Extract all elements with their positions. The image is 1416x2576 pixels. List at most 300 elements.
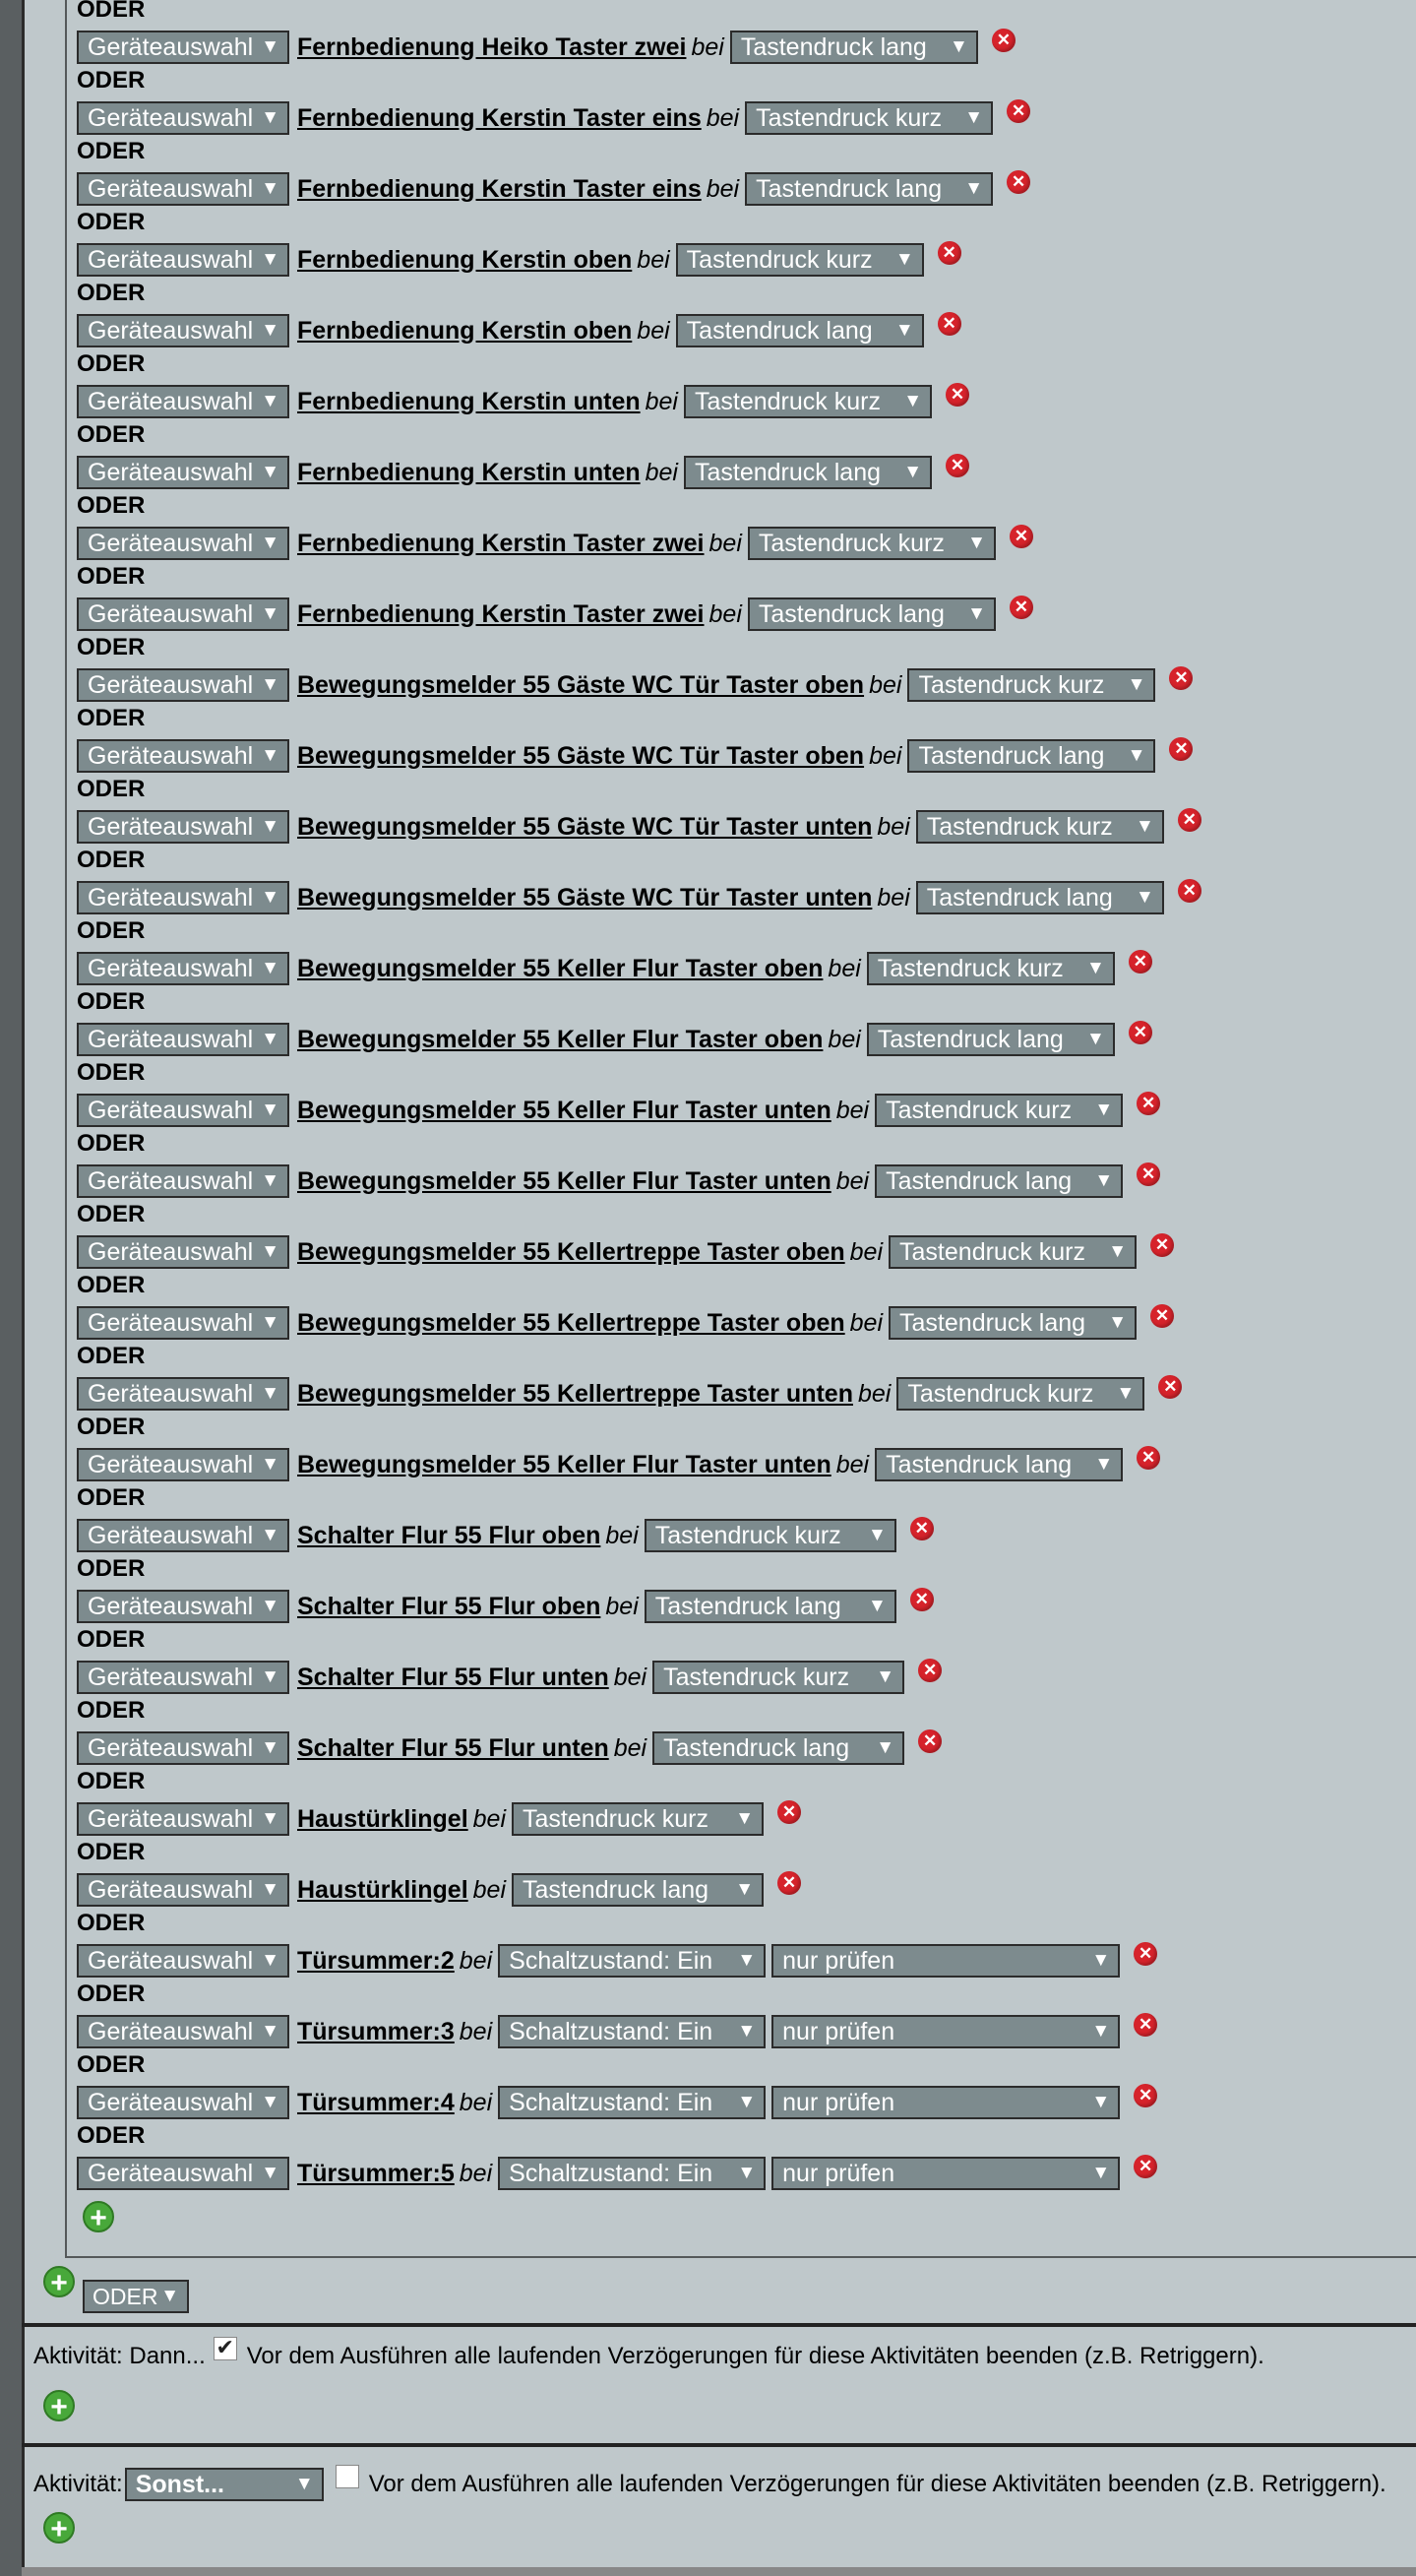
left-scroll-gutter [0, 0, 22, 2576]
device-select-value: Geräteauswahl [88, 1947, 254, 1975]
event-select[interactable] [748, 597, 996, 631]
dropdown-arrow-icon: ▼ [261, 1737, 279, 1758]
dropdown-arrow-icon: ▼ [894, 249, 914, 270]
delete-icon[interactable]: ✕ [1178, 879, 1201, 903]
device-link[interactable]: Türsummer:5 [297, 2159, 455, 2187]
device-select-value: Geräteauswahl [88, 671, 254, 699]
bei-label: bei [828, 1025, 861, 1053]
dropdown-arrow-icon: ▼ [261, 1170, 279, 1191]
delete-icon[interactable]: ✕ [1134, 2013, 1157, 2037]
or-connector: ODER [77, 776, 146, 802]
device-select[interactable] [77, 31, 289, 64]
or-connector: ODER [77, 1272, 146, 1298]
event-select[interactable] [896, 1377, 1144, 1411]
dropdown-arrow-icon: ▼ [1094, 1100, 1114, 1120]
dropdown-arrow-icon: ▼ [737, 2021, 757, 2042]
event-select[interactable] [498, 1944, 766, 1978]
event-select[interactable] [684, 385, 932, 418]
device-link[interactable]: Fernbedienung Kerstin oben [297, 316, 633, 345]
device-select[interactable] [77, 1448, 289, 1481]
bei-label: bei [869, 741, 902, 770]
event-select-value: Tastendruck kurz [907, 1380, 1094, 1408]
device-select[interactable] [77, 881, 289, 914]
device-select[interactable] [77, 1519, 289, 1552]
or-connector: ODER [77, 0, 146, 23]
device-select-value: Geräteauswahl [88, 530, 254, 557]
dropdown-arrow-icon: ▼ [261, 178, 279, 199]
check-mode-select[interactable] [771, 1944, 1120, 1978]
delete-icon[interactable]: ✕ [1134, 1942, 1157, 1966]
device-select-value: Geräteauswahl [88, 175, 254, 203]
dropdown-arrow-icon: ▼ [867, 1525, 887, 1545]
dropdown-arrow-icon: ▼ [1085, 958, 1105, 978]
delete-icon[interactable]: ✕ [1150, 1304, 1174, 1328]
device-link[interactable]: Türsummer:3 [297, 2017, 455, 2045]
event-select-value: Tastendruck kurz [918, 671, 1105, 699]
add-condition-icon[interactable]: + [83, 2201, 114, 2232]
device-link[interactable]: Türsummer:2 [297, 1946, 455, 1975]
retrigger-checkbox-else[interactable] [336, 2465, 359, 2488]
dropdown-arrow-icon: ▼ [1127, 674, 1146, 695]
condition-row [77, 951, 1152, 986]
delete-icon[interactable]: ✕ [918, 1729, 942, 1753]
event-select[interactable] [745, 101, 993, 135]
device-link[interactable]: Bewegungsmelder 55 Gäste WC Tür Taster unten [297, 883, 873, 911]
event-select[interactable] [867, 1023, 1115, 1056]
or-connector: ODER [77, 634, 146, 660]
condition-row [77, 2014, 1157, 2049]
event-select-value: Tastendruck kurz [654, 1522, 841, 1549]
event-select-value: Tastendruck kurz [686, 246, 873, 274]
event-select[interactable] [916, 810, 1164, 844]
delete-icon[interactable]: ✕ [1010, 525, 1033, 548]
or-connector: ODER [77, 492, 146, 519]
bei-label: bei [835, 1166, 870, 1195]
condition-row [77, 880, 1201, 915]
device-select[interactable] [77, 1731, 289, 1765]
device-select-value: Geräteauswahl [88, 742, 254, 770]
device-select[interactable] [77, 1235, 289, 1269]
or-connector: ODER [77, 705, 146, 731]
bei-label: bei [459, 2017, 493, 2045]
add-condition-group-icon[interactable]: + [43, 2266, 75, 2297]
condition-row [77, 1163, 1160, 1199]
dropdown-arrow-icon: ▼ [261, 1666, 279, 1687]
dropdown-arrow-icon: ▼ [261, 391, 279, 411]
dropdown-arrow-icon: ▼ [261, 1100, 279, 1120]
dropdown-arrow-icon: ▼ [967, 533, 986, 553]
device-select[interactable] [77, 1802, 289, 1836]
event-select-value: Tastendruck lang [877, 1026, 1064, 1053]
device-link[interactable]: Fernbedienung Kerstin Taster eins [297, 103, 702, 132]
device-select[interactable] [77, 2086, 289, 2119]
dropdown-arrow-icon: ▼ [1108, 1312, 1128, 1333]
delete-icon[interactable]: ✕ [1137, 1162, 1160, 1186]
device-select-value: Geräteauswahl [88, 1522, 254, 1549]
dropdown-arrow-icon: ▼ [261, 958, 279, 978]
event-select-value: Tastendruck kurz [663, 1664, 850, 1691]
event-select[interactable] [498, 2015, 766, 2048]
device-select[interactable] [77, 1306, 289, 1340]
check-mode-select[interactable] [771, 2157, 1120, 2190]
device-select-value: Geräteauswahl [88, 1876, 254, 1904]
device-select[interactable] [77, 385, 289, 418]
device-link[interactable]: Haustürklingel [297, 1875, 468, 1904]
delete-icon[interactable]: ✕ [1178, 808, 1201, 832]
event-select[interactable] [498, 2086, 766, 2119]
condition-row [77, 1660, 942, 1695]
delete-icon[interactable]: ✕ [1134, 2084, 1157, 2107]
device-link[interactable]: Bewegungsmelder 55 Kellertreppe Taster unten [297, 1379, 853, 1408]
delete-icon[interactable]: ✕ [1129, 1021, 1152, 1044]
device-select-value: Geräteauswahl [88, 459, 254, 486]
device-select[interactable] [77, 1164, 289, 1198]
dropdown-arrow-icon: ▼ [261, 1383, 279, 1404]
device-link[interactable]: Fernbedienung Kerstin Taster zwei [297, 529, 705, 557]
device-select-value: Geräteauswahl [88, 1664, 254, 1691]
bei-label: bei [708, 599, 742, 628]
condition-row [77, 384, 969, 419]
or-connector: ODER [77, 917, 146, 944]
bei-label: bei [459, 2088, 493, 2116]
bei-label: bei [637, 245, 670, 274]
condition-row [77, 1234, 1174, 1270]
event-select[interactable] [676, 243, 924, 277]
dropdown-arrow-icon: ▼ [261, 2163, 279, 2183]
dropdown-arrow-icon: ▼ [261, 1808, 279, 1829]
condition-row [77, 455, 969, 490]
device-select-value: Geräteauswahl [88, 33, 254, 61]
delete-icon[interactable]: ✕ [1007, 170, 1030, 194]
bei-label: bei [849, 1237, 884, 1266]
bei-label: bei [877, 883, 910, 911]
check-mode-select[interactable] [771, 2086, 1120, 2119]
bei-label: bei [835, 1096, 870, 1124]
dropdown-arrow-icon: ▼ [261, 533, 279, 553]
event-select[interactable] [907, 739, 1155, 773]
activity-else-select[interactable] [125, 2468, 324, 2501]
device-link[interactable]: Fernbedienung Kerstin oben [297, 245, 633, 274]
checkmark-icon: ✔ [215, 2335, 234, 2359]
device-link[interactable]: Schalter Flur 55 Flur unten [297, 1663, 609, 1691]
event-select[interactable] [645, 1519, 896, 1552]
bei-label: bei [637, 316, 670, 345]
event-select[interactable] [916, 881, 1164, 914]
delete-icon[interactable]: ✕ [1129, 950, 1152, 974]
dropdown-arrow-icon: ▼ [1091, 2021, 1111, 2042]
condition-row [77, 1022, 1152, 1057]
event-select-value: Tastendruck kurz [926, 813, 1113, 841]
dropdown-arrow-icon: ▼ [261, 2092, 279, 2112]
device-select[interactable] [77, 1094, 289, 1127]
device-select-value: Geräteauswahl [88, 2089, 254, 2116]
dropdown-arrow-icon: ▼ [1135, 816, 1154, 837]
dropdown-arrow-icon: ▼ [261, 1312, 279, 1333]
device-select[interactable] [77, 456, 289, 489]
device-link[interactable]: Fernbedienung Kerstin unten [297, 458, 641, 486]
or-connector: ODER [77, 563, 146, 590]
activity-else-label: Aktivität: [33, 2471, 123, 2497]
device-link[interactable]: Schalter Flur 55 Flur unten [297, 1733, 609, 1762]
or-connector: ODER [77, 847, 146, 873]
dropdown-arrow-icon: ▼ [261, 462, 279, 482]
delete-icon[interactable]: ✕ [938, 312, 961, 336]
condition-row [77, 313, 961, 348]
event-select[interactable] [875, 1448, 1123, 1481]
device-select[interactable] [77, 668, 289, 702]
event-select[interactable] [498, 2157, 766, 2190]
dropdown-arrow-icon: ▼ [1091, 2163, 1111, 2183]
device-link[interactable]: Bewegungsmelder 55 Keller Flur Taster unten [297, 1096, 831, 1124]
panel-bottom-edge [22, 2567, 1416, 2576]
bei-label: bei [706, 103, 740, 132]
device-link[interactable]: Fernbedienung Kerstin unten [297, 387, 641, 415]
delete-icon[interactable]: ✕ [946, 383, 969, 407]
bei-label: bei [706, 174, 740, 203]
device-select[interactable] [77, 2015, 289, 2048]
dropdown-arrow-icon: ▼ [876, 1737, 895, 1758]
device-link[interactable]: Fernbedienung Kerstin Taster zwei [297, 599, 705, 628]
event-select[interactable] [889, 1306, 1137, 1340]
check-mode-value: nur prüfen [782, 2089, 895, 2116]
dropdown-arrow-icon: ▼ [737, 1950, 757, 1971]
delete-icon[interactable]: ✕ [777, 1871, 801, 1895]
delete-icon[interactable]: ✕ [910, 1517, 934, 1540]
device-select-value: Geräteauswahl [88, 1593, 254, 1620]
event-select[interactable] [875, 1164, 1123, 1198]
device-select[interactable] [77, 1023, 289, 1056]
condition-row [77, 526, 1033, 561]
device-select-value: Geräteauswahl [88, 955, 254, 982]
retrigger-checkbox-else-label: Vor dem Ausführen alle laufenden Verzögerungen für diese Aktivitäten beenden (z.B. Retriggern). [368, 2471, 1386, 2497]
or-connector: ODER [77, 67, 146, 94]
condition-row [77, 1730, 942, 1766]
event-select-value: Tastendruck lang [695, 459, 882, 486]
device-link[interactable]: Türsummer:4 [297, 2088, 455, 2116]
event-select[interactable] [676, 314, 924, 347]
dropdown-arrow-icon: ▼ [261, 107, 279, 128]
device-select-value: Geräteauswahl [88, 1451, 254, 1478]
dropdown-arrow-icon: ▼ [1127, 745, 1146, 766]
event-select[interactable] [730, 31, 978, 64]
delete-icon[interactable]: ✕ [1158, 1375, 1182, 1399]
or-connector: ODER [77, 2051, 146, 2078]
device-select[interactable] [77, 243, 289, 277]
condition-row [77, 1447, 1160, 1482]
device-select[interactable] [77, 952, 289, 985]
dropdown-arrow-icon: ▼ [1135, 887, 1154, 908]
delete-icon[interactable]: ✕ [1134, 2155, 1157, 2178]
event-select[interactable] [652, 1731, 904, 1765]
delete-icon[interactable]: ✕ [1137, 1092, 1160, 1115]
device-select[interactable] [77, 2157, 289, 2190]
device-select-value: Geräteauswahl [88, 1026, 254, 1053]
event-select[interactable] [645, 1590, 896, 1623]
event-select[interactable] [652, 1661, 904, 1694]
device-select[interactable] [77, 527, 289, 560]
device-select-value: Geräteauswahl [88, 600, 254, 628]
device-link[interactable]: Bewegungsmelder 55 Kellertreppe Taster oben [297, 1308, 845, 1337]
delete-icon[interactable]: ✕ [1150, 1233, 1174, 1257]
condition-row [77, 242, 961, 278]
condition-row [77, 100, 1030, 136]
device-link[interactable]: Haustürklingel [297, 1804, 468, 1833]
delete-icon[interactable]: ✕ [1169, 666, 1193, 690]
event-select[interactable] [684, 456, 932, 489]
device-link[interactable]: Bewegungsmelder 55 Kellertreppe Taster oben [297, 1237, 845, 1266]
condition-row [77, 1093, 1160, 1128]
event-select-value: Tastendruck lang [654, 1593, 841, 1620]
device-link[interactable]: Schalter Flur 55 Flur oben [297, 1521, 601, 1549]
device-select[interactable] [77, 739, 289, 773]
or-connector: ODER [77, 1697, 146, 1724]
event-select[interactable] [875, 1094, 1123, 1127]
or-connector: ODER [77, 1768, 146, 1794]
activity-else-select-value: Sonst... [135, 2471, 224, 2498]
event-select[interactable] [512, 1873, 764, 1907]
device-select[interactable] [77, 314, 289, 347]
or-connector: ODER [77, 1414, 146, 1440]
dropdown-arrow-icon: ▼ [294, 2474, 314, 2494]
device-link[interactable]: Bewegungsmelder 55 Keller Flur Taster unten [297, 1166, 831, 1195]
dropdown-arrow-icon: ▼ [867, 1596, 887, 1616]
dropdown-arrow-icon: ▼ [261, 249, 279, 270]
dropdown-arrow-icon: ▼ [261, 320, 279, 341]
delete-icon[interactable]: ✕ [1010, 596, 1033, 619]
dropdown-arrow-icon: ▼ [261, 603, 279, 624]
dropdown-arrow-icon: ▼ [894, 320, 914, 341]
delete-icon[interactable]: ✕ [1137, 1446, 1160, 1470]
activity-else-panel [22, 2447, 1416, 2567]
dropdown-arrow-icon: ▼ [903, 462, 922, 482]
check-mode-select[interactable] [771, 2015, 1120, 2048]
dropdown-arrow-icon: ▼ [261, 1029, 279, 1049]
activity-then-row [33, 2335, 1264, 2370]
condition-row [77, 1801, 801, 1837]
device-select[interactable] [77, 1590, 289, 1623]
event-select[interactable] [907, 668, 1155, 702]
device-select[interactable] [77, 810, 289, 844]
delete-icon[interactable]: ✕ [910, 1588, 934, 1611]
device-link[interactable]: Bewegungsmelder 55 Keller Flur Taster oben [297, 1025, 824, 1053]
dropdown-arrow-icon: ▼ [1085, 1029, 1105, 1049]
activity-then-label: Aktivität: Dann... [33, 2343, 206, 2369]
or-connector: ODER [77, 280, 146, 306]
dropdown-arrow-icon: ▼ [876, 1666, 895, 1687]
event-select-value: Schaltzustand: Ein [509, 2018, 713, 2045]
device-link[interactable]: Bewegungsmelder 55 Gäste WC Tür Taster unten [297, 812, 873, 841]
event-select-value: Tastendruck lang [756, 175, 943, 203]
or-connector: ODER [77, 2122, 146, 2149]
device-select-value: Geräteauswahl [88, 246, 254, 274]
bei-label: bei [472, 1804, 507, 1833]
dropdown-arrow-icon: ▼ [261, 1596, 279, 1616]
device-link[interactable]: Bewegungsmelder 55 Keller Flur Taster unten [297, 1450, 831, 1478]
event-select[interactable] [889, 1235, 1137, 1269]
event-select-value: Tastendruck kurz [758, 530, 945, 557]
device-select[interactable] [77, 172, 289, 206]
dropdown-arrow-icon: ▼ [1094, 1454, 1114, 1475]
check-mode-value: nur prüfen [782, 2018, 895, 2045]
device-select[interactable] [77, 1873, 289, 1907]
device-link[interactable]: Bewegungsmelder 55 Gäste WC Tür Taster oben [297, 670, 865, 699]
dropdown-arrow-icon: ▼ [964, 178, 984, 199]
device-select[interactable] [77, 1661, 289, 1694]
dropdown-arrow-icon: ▼ [735, 1808, 755, 1829]
device-select[interactable] [77, 1944, 289, 1978]
retrigger-checkbox-then[interactable] [214, 2337, 237, 2360]
delete-icon[interactable]: ✕ [946, 454, 969, 477]
event-select-value: Tastendruck lang [918, 742, 1105, 770]
group-operator-select[interactable] [83, 2280, 189, 2313]
event-select[interactable] [867, 952, 1115, 985]
condition-row [77, 1305, 1174, 1341]
dropdown-arrow-icon: ▼ [1091, 1950, 1111, 1971]
bei-label: bei [645, 387, 678, 415]
event-select-value: Tastendruck kurz [523, 1805, 708, 1833]
event-select-value: Tastendruck lang [663, 1734, 850, 1762]
dropdown-arrow-icon: ▼ [261, 745, 279, 766]
condition-row [77, 2085, 1157, 2120]
delete-icon[interactable]: ✕ [777, 1800, 801, 1824]
add-activity-then-icon[interactable]: + [43, 2390, 75, 2421]
device-select-value: Geräteauswahl [88, 1097, 254, 1124]
or-connector: ODER [77, 1059, 146, 1086]
event-select[interactable] [745, 172, 993, 206]
device-select-value: Geräteauswahl [88, 2160, 254, 2187]
event-select-value: Schaltzustand: Ein [509, 1947, 713, 1975]
condition-row [77, 1376, 1182, 1412]
bei-label: bei [828, 954, 861, 982]
dropdown-arrow-icon: ▼ [737, 2163, 757, 2183]
event-select-value: Tastendruck lang [886, 1167, 1073, 1195]
or-connector: ODER [77, 350, 146, 377]
delete-icon[interactable]: ✕ [1169, 737, 1193, 761]
device-link[interactable]: Fernbedienung Kerstin Taster eins [297, 174, 702, 203]
device-select-value: Geräteauswahl [88, 1238, 254, 1266]
or-connector: ODER [77, 1201, 146, 1227]
dropdown-arrow-icon: ▼ [261, 1454, 279, 1475]
device-link[interactable]: Fernbedienung Heiko Taster zwei [297, 32, 687, 61]
device-select-value: Geräteauswahl [88, 1309, 254, 1337]
delete-icon[interactable]: ✕ [918, 1659, 942, 1682]
delete-icon[interactable]: ✕ [938, 241, 961, 265]
delete-icon[interactable]: ✕ [1007, 99, 1030, 123]
condition-row [77, 2156, 1157, 2191]
event-select-value: Tastendruck kurz [877, 955, 1064, 982]
add-activity-else-icon[interactable]: + [43, 2512, 75, 2544]
device-select[interactable] [77, 1377, 289, 1411]
bei-label: bei [708, 529, 742, 557]
device-select[interactable] [77, 597, 289, 631]
device-link[interactable]: Bewegungsmelder 55 Gäste WC Tür Taster oben [297, 741, 865, 770]
delete-icon[interactable]: ✕ [992, 29, 1016, 52]
bei-label: bei [605, 1592, 639, 1620]
bei-label: bei [472, 1875, 507, 1904]
device-select-value: Geräteauswahl [88, 317, 254, 345]
condition-row [77, 809, 1201, 845]
condition-row [77, 738, 1193, 774]
event-select-value: Schaltzustand: Ein [509, 2160, 713, 2187]
bei-label: bei [459, 1946, 493, 1975]
event-select[interactable] [512, 1802, 764, 1836]
device-select-value: Geräteauswahl [88, 1380, 254, 1408]
device-link[interactable]: Bewegungsmelder 55 Keller Flur Taster oben [297, 954, 824, 982]
event-select[interactable] [748, 527, 996, 560]
or-connector: ODER [77, 1343, 146, 1369]
device-link[interactable]: Schalter Flur 55 Flur oben [297, 1592, 601, 1620]
device-select[interactable] [77, 101, 289, 135]
